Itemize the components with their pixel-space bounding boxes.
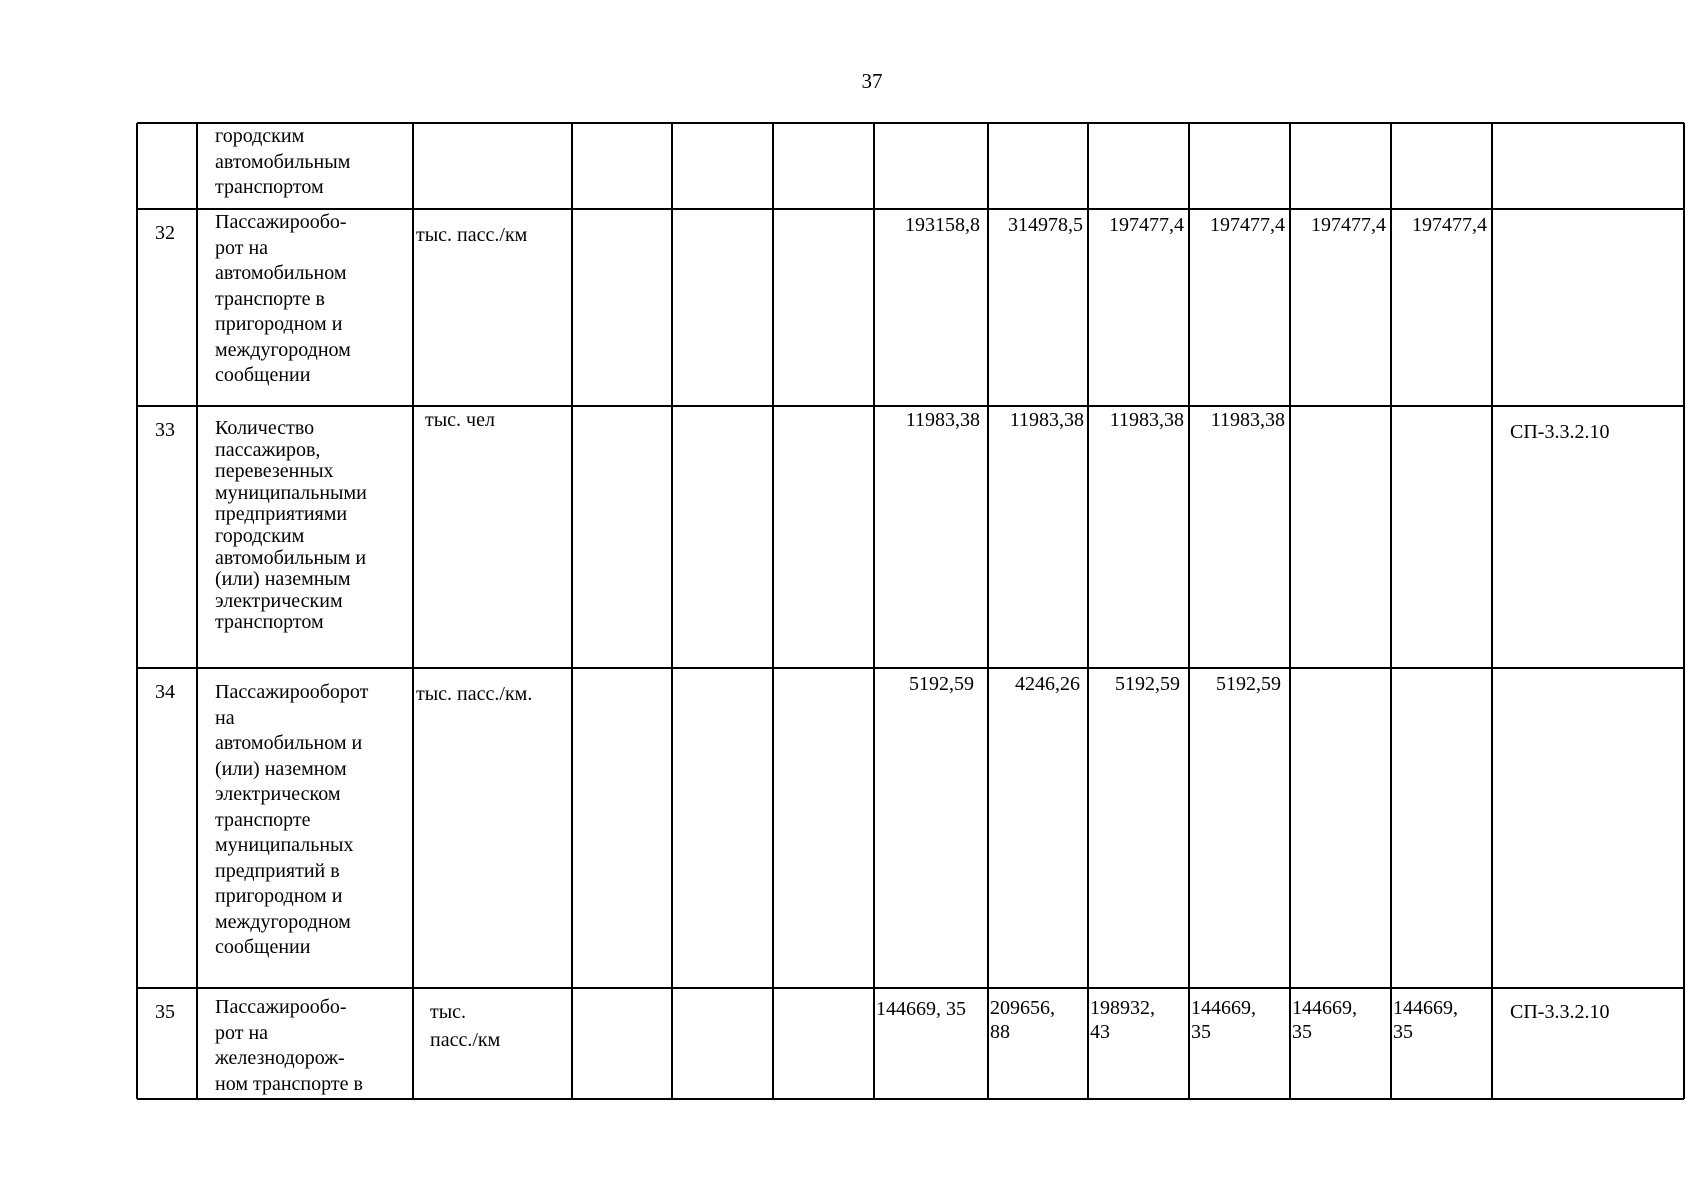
row-35-value-4: 144669, 35 bbox=[1191, 997, 1256, 1043]
row-33-value-1: 11983,38 bbox=[905, 409, 980, 431]
name-line: (или) наземным bbox=[215, 568, 351, 591]
row-32-number: 32 bbox=[155, 222, 175, 244]
name-line: транспортом bbox=[215, 176, 324, 198]
row-32-value-2: 314978,5 bbox=[1008, 214, 1083, 236]
name-line: рот на bbox=[215, 236, 269, 259]
row-34-name bbox=[215, 680, 368, 961]
name-line: Пассажирооборот bbox=[215, 681, 369, 703]
unit-line: пасс./км bbox=[430, 1029, 501, 1051]
row-35-source: СП-3.3.2.10 bbox=[1510, 1001, 1610, 1023]
name-line: муниципальными bbox=[215, 481, 367, 504]
row-32-value-4: 197477,4 bbox=[1210, 214, 1285, 236]
name-line: (или) наземном bbox=[215, 757, 347, 780]
name-line: междугородном bbox=[215, 338, 351, 361]
row-35-value-5: 144669, 35 bbox=[1292, 997, 1357, 1043]
name-line: электрическом bbox=[215, 783, 341, 805]
name-line: предприятий в bbox=[215, 859, 340, 882]
row-33-number: 33 bbox=[155, 419, 175, 441]
name-line: автомобильном bbox=[215, 262, 347, 284]
row-35-value-2: 209656, 88 bbox=[990, 997, 1055, 1043]
name-line: транспортом bbox=[215, 611, 324, 634]
name-line: автомобильным bbox=[215, 150, 351, 173]
name-line: междугородном bbox=[215, 910, 351, 933]
name-line: Пассажирообо- bbox=[215, 211, 347, 233]
row-32-value-6: 197477,4 bbox=[1412, 214, 1487, 236]
row-35-unit bbox=[430, 998, 500, 1054]
name-line: предприятиями bbox=[215, 503, 348, 526]
row-32-value-1: 193158,8 bbox=[905, 214, 980, 236]
row-32-unit: тыс. пасс./км bbox=[416, 224, 528, 246]
name-line: ном транспорте в bbox=[215, 1072, 363, 1095]
name-line: пригородном и bbox=[215, 313, 343, 335]
name-line: муниципальных bbox=[215, 834, 354, 856]
row-33-source: СП-3.3.2.10 bbox=[1510, 421, 1610, 443]
row-32-value-5: 197477,4 bbox=[1311, 214, 1386, 236]
name-line: городским bbox=[215, 125, 305, 147]
row-35-value-3: 198932, 43 bbox=[1090, 997, 1155, 1043]
name-line: автомобильным и bbox=[215, 546, 367, 569]
row-34-number: 34 bbox=[155, 681, 175, 703]
row-34-value-3: 5192,59 bbox=[1115, 673, 1180, 695]
name-line: транспорте в bbox=[215, 287, 325, 310]
row-35-value-1: 144669, 35 bbox=[876, 998, 966, 1020]
row-34-value-4: 5192,59 bbox=[1216, 673, 1281, 695]
row-34-value-1: 5192,59 bbox=[909, 673, 974, 695]
row-32-name bbox=[215, 210, 351, 389]
row-33-unit: тыс. чел bbox=[425, 409, 495, 431]
page-number: 37 bbox=[861, 69, 883, 93]
name-line: сообщении bbox=[215, 364, 311, 386]
name-line: сообщении bbox=[215, 936, 311, 958]
row-0-name bbox=[215, 124, 350, 201]
name-line: автомобильном и bbox=[215, 732, 363, 754]
name-line: Пассажирообо- bbox=[215, 996, 347, 1018]
name-line: на bbox=[215, 706, 235, 729]
row-33-name bbox=[215, 418, 367, 634]
name-line: городским bbox=[215, 524, 305, 547]
row-35-name bbox=[215, 995, 363, 1097]
row-33-value-3: 11983,38 bbox=[1109, 409, 1184, 431]
name-line: железнодорож- bbox=[215, 1047, 345, 1069]
name-line: пригородном и bbox=[215, 885, 343, 907]
name-line: Количество bbox=[215, 417, 315, 439]
row-35-number: 35 bbox=[155, 1001, 175, 1023]
row-33-value-2: 11983,38 bbox=[1009, 409, 1084, 431]
name-line: рот на bbox=[215, 1021, 269, 1044]
row-34-value-2: 4246,26 bbox=[1015, 673, 1080, 695]
row-35-value-6: 144669, 35 bbox=[1393, 997, 1458, 1043]
name-line: транспорте bbox=[215, 808, 311, 831]
row-34-unit: тыс. пасс./км. bbox=[416, 683, 533, 705]
row-32-value-3: 197477,4 bbox=[1109, 214, 1184, 236]
name-line: электрическим bbox=[215, 589, 343, 612]
row-33-value-4: 11983,38 bbox=[1210, 409, 1285, 431]
unit-line: тыс. bbox=[430, 1001, 467, 1023]
name-line: пассажиров, bbox=[215, 438, 321, 461]
name-line: перевезенных bbox=[215, 460, 334, 483]
